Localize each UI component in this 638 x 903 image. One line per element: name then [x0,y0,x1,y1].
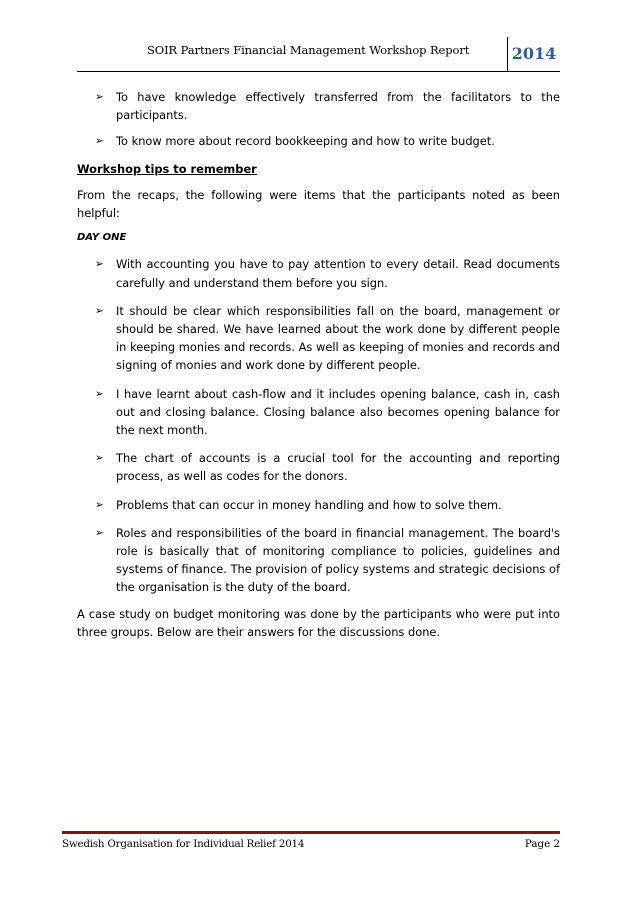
bullet-item [77,449,560,485]
bullet-text: With accounting you have to pay attention to every detail. Read documents carefully and understand them before you sign. [116,257,560,290]
bullet-text: To have knowledge effectively transferred from the facilitators to the participants. [116,90,560,123]
footer-organisation: Swedish Organisation for Individual Relief 2014 [62,838,305,850]
bullet-item [77,88,560,124]
bullet-text: The chart of accounts is a crucial tool for the accounting and reporting process, as well as codes for the donors. [116,451,560,484]
header-title: SOIR Partners Financial Management Workshop Report [147,43,470,57]
bullet-item [77,496,560,514]
header-divider [77,71,560,72]
arrow-bullet-icon: ➢ [95,452,104,465]
bullet-item [77,132,560,150]
arrow-bullet-icon: ➢ [95,387,104,400]
bullet-text: To know more about record bookkeeping and how to write budget. [116,134,495,149]
section-heading: Workshop tips to remember [77,161,257,176]
header-year: 2014 [507,37,560,71]
page-body [77,88,560,641]
bullet-item [77,302,560,375]
bullet-item [77,255,560,291]
recap-paragraph: From the recaps, the following were items that the participants noted as been helpful: [77,187,560,221]
page-number: Page 2 [524,838,560,850]
arrow-bullet-icon: ➢ [95,304,104,317]
bullet-item [77,524,560,597]
bullet-item [77,385,560,440]
day-one-label: DAY ONE [77,232,127,244]
bullet-text: I have learnt about cash-flow and it includes opening balance, cash in, cash out and closing balance. Closing balance also becomes opening balance for the next month. [116,386,560,438]
arrow-bullet-icon: ➢ [95,91,104,103]
arrow-bullet-icon: ➢ [95,526,104,539]
bullet-text: Problems that can occur in money handling and how to solve them. [116,497,502,512]
bullet-text: Roles and responsibilities of the board in financial management. The board's role is basically that of monitoring compliance to policies, guidelines and systems of finance. The provision of policy systems and strategic decisions of the organisation is the duty of the board. [116,525,560,595]
footer-divider [62,831,560,834]
arrow-bullet-icon: ➢ [95,258,104,271]
arrow-bullet-icon: ➢ [95,498,104,511]
page-header [77,37,560,71]
arrow-bullet-icon: ➢ [95,135,104,148]
bullet-text: It should be clear which responsibilities fall on the board, management or should be shared. We have learned about the work done by different people in keeping monies and records. As well as keeping of monies and records and signing of monies and work done by different people. [116,303,560,373]
closing-paragraph: A case study on budget monitoring was done by the participants who were put into three groups. Below are their answers for the discussions done. [77,606,560,639]
